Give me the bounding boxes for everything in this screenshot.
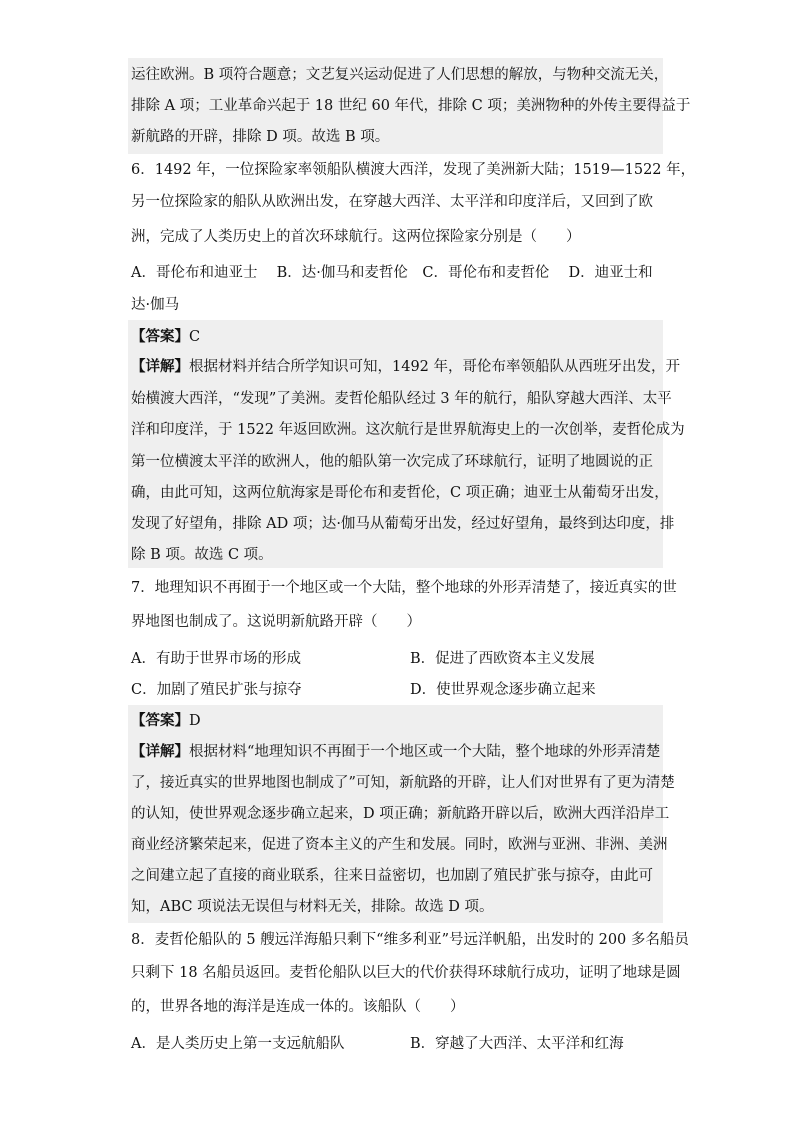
q7-detail-line: 知，ABC 项说法无误但与材料无关，排除。故选 D 项。	[131, 899, 494, 915]
q6-detail-line	[131, 357, 680, 377]
detail-tag: 【详解】	[131, 358, 189, 375]
q7-detail-line: 了，接近真实的世界地图也制成了”可知，新航路的开辟，让人们对世界有了更为清楚	[131, 775, 675, 791]
answer-value: C	[189, 329, 201, 345]
detail-text: 根据材料并结合所学知识可知，1492 年，哥伦布率领船队从西班牙出发，开	[189, 359, 681, 375]
q7-detail-line: 之间建立起了直接的商业联系，往来日益密切，也加剧了殖民扩张与掠夺，由此可	[131, 868, 653, 884]
q7-stem-line: 7．地理知识不再囿于一个地区或一个大陆，整个地球的外形弄清楚了，接近真实的世	[131, 580, 677, 596]
prev-detail-line: 新航路的开辟，排除 D 项。故选 B 项。	[131, 129, 390, 145]
q6-options-line: 达·伽马	[131, 297, 180, 313]
detail-text: 根据材料“地理知识不再囿于一个地区或一个大陆，整个地球的外形弄清楚	[189, 744, 661, 760]
q6-stem-line: 洲，完成了人类历史上的首次环球航行。这两位探险家分别是（ ）	[131, 229, 581, 245]
q6-stem-line: 6．1492 年，一位探险家率领船队横渡大西洋，发现了美洲新大陆；1519—1522 年，	[131, 162, 696, 178]
q8-option: B．穿越了大西洋、太平洋和红海	[410, 1036, 624, 1052]
q6-answer	[131, 327, 200, 347]
answer-value: D	[189, 713, 201, 729]
q7-option: B．促进了西欧资本主义发展	[410, 651, 595, 667]
q6-detail-line: 第一位横渡太平洋的欧洲人，他的船队第一次完成了环球航行，证明了地圆说的正	[131, 454, 653, 470]
q8-stem-line: 8．麦哲伦船队的 5 艘远洋海船只剩下“维多利亚”号远洋帆船，出发时的 200 多名船员	[131, 932, 689, 948]
q8-stem-line: 的，世界各地的海洋是连成一体的。该船队（ ）	[131, 999, 465, 1015]
q7-option: C．加剧了殖民扩张与掠夺	[131, 682, 302, 698]
q7-option: D．使世界观念逐步确立起来	[410, 682, 596, 698]
prev-detail-line: 排除 A 项；工业革命兴起于 18 世纪 60 年代，排除 C 项；美洲物种的外传主要得益于	[131, 98, 691, 114]
q6-detail-line: 始横渡大西洋，“发现”了美洲。麦哲伦船队经过 3 年的航行，船队穿越大西洋、太平	[131, 391, 672, 407]
prev-detail-line: 运往欧洲。B 项符合题意；文艺复兴运动促进了人们思想的解放，与物种交流无关，	[131, 67, 669, 83]
q7-option: A．有助于世界市场的形成	[131, 651, 301, 667]
q8-option: A．是人类历史上第一支远航船队	[131, 1036, 345, 1052]
q6-detail-line: 发现了好望角，排除 AD 项；达·伽马从葡萄牙出发，经过好望角，最终到达印度，排	[131, 516, 675, 532]
q7-detail-line: 的认知，使世界观念逐步确立起来，D 项正确；新航路开辟以后，欧洲大西洋沿岸工	[131, 806, 670, 822]
answer-tag: 【答案】	[131, 712, 189, 729]
answer-tag: 【答案】	[131, 328, 189, 345]
q6-stem-line: 另一位探险家的船队从欧洲出发，在穿越大西洋、太平洋和印度洋后，又回到了欧	[131, 194, 653, 210]
detail-tag: 【详解】	[131, 743, 189, 760]
q6-detail-line: 确，由此可知，这两位航海家是哥伦布和麦哲伦，C 项正确；迪亚士从葡萄牙出发，	[131, 485, 669, 501]
q6-options-line: A．哥伦布和迪亚士 B．达·伽马和麦哲伦 C．哥伦布和麦哲伦 D．迪亚士和	[131, 265, 653, 281]
q7-detail-line: 商业经济繁荣起来，促进了资本主义的产生和发展。同时，欧洲与亚洲、非洲、美洲	[131, 837, 668, 853]
q7-detail-line	[131, 742, 660, 762]
q8-stem-line: 只剩下 18 名船员返回。麦哲伦船队以巨大的代价获得环球航行成功，证明了地球是圆	[131, 965, 681, 981]
q7-answer	[131, 711, 201, 731]
q6-detail-line: 除 B 项。故选 C 项。	[131, 547, 273, 563]
q6-detail-line: 洋和印度洋，于 1522 年返回欧洲。这次航行是世界航海史上的一次创举，麦哲伦成为	[131, 422, 685, 438]
q7-stem-line: 界地图也制成了。这说明新航路开辟（ ）	[131, 614, 421, 630]
